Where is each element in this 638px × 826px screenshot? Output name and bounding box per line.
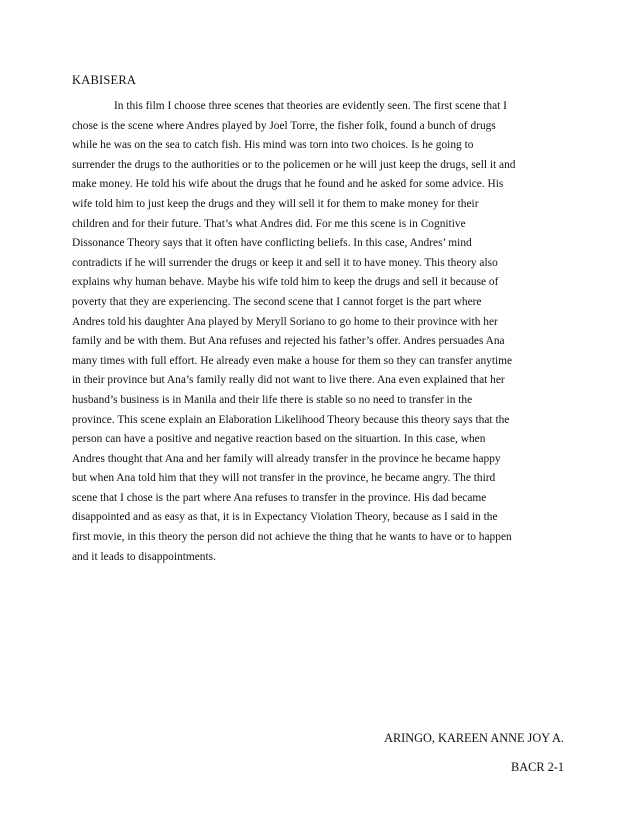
paragraph-line: Andres told his daughter Ana played by Meryll Soriano to go home to their province with her	[72, 315, 498, 328]
essay-paragraph	[72, 97, 572, 567]
paragraph-line: wife told him to just keep the drugs and they will sell it for them to make money for their	[72, 197, 479, 210]
paragraph-line: Dissonance Theory says that it often have conflicting beliefs. In this case, Andres’ mind	[72, 237, 472, 250]
paragraph-line: but when Ana told him that they will not transfer in the province, he became angry. The third	[72, 472, 496, 485]
document-title: KABISERA	[72, 73, 137, 87]
paragraph-line: while he was on the sea to catch fish. His mind was torn into two choices. Is he going to	[72, 139, 474, 152]
paragraph-line: husband’s business is in Manila and their life there is stable so no need to transfer in the	[72, 393, 473, 406]
paragraph-line: province. This scene explain an Elaboration Likelihood Theory because this theory says that the	[72, 413, 510, 426]
author-name: ARINGO, KAREEN ANNE JOY A.	[384, 731, 564, 745]
paragraph-line: contradicts if he will surrender the drugs or keep it and sell it to have money. This theory also	[72, 256, 498, 269]
paragraph-line: surrender the drugs to the authorities or to the policemen or he will just keep the drugs, sell it and	[72, 158, 516, 171]
paragraph-line: scene that I chose is the part where Ana refuses to transfer in the province. His dad became	[72, 491, 487, 504]
paragraph-line: family and be with them. But Ana refuses and rejected his father’s offer. Andres persuades Ana	[72, 335, 505, 348]
class-section: BACR 2-1	[511, 760, 564, 774]
paragraph-line: person can have a positive and negative reaction based on the situartion. In this case, when	[72, 433, 486, 446]
paragraph-line: children and for their future. That’s what Andres did. For me this scene is in Cognitive	[72, 217, 466, 230]
paragraph-line: in their province but Ana’s family really did not want to live there. Ana even explained that her	[72, 374, 505, 387]
paragraph-line: disappointed and as easy as that, it is in Expectancy Violation Theory, because as I said in the	[72, 511, 498, 524]
paragraph-line: explains why human behave. Maybe his wife told him to keep the drugs and sell it because of	[72, 276, 499, 289]
paragraph-line: first movie, in this theory the person did not achieve the thing that he wants to have or to happen	[72, 531, 512, 544]
paragraph-line: many times with full effort. He already even make a house for them so they can transfer anytime	[72, 354, 513, 367]
paragraph-line: and it leads to disappointments.	[72, 550, 216, 563]
paragraph-line: Andres thought that Ana and her family will already transfer in the province he became happy	[72, 452, 501, 465]
paragraph-line: In this film I choose three scenes that theories are evidently seen. The first scene that I	[114, 100, 507, 112]
paragraph-line: chose is the scene where Andres played by Joel Torre, the fisher folk, found a bunch of drugs	[72, 119, 496, 132]
paragraph-line: make money. He told his wife about the drugs that he found and he asked for some advice. His	[72, 178, 504, 191]
paragraph-line: poverty that they are experiencing. The second scene that I cannot forget is the part where	[72, 295, 482, 308]
